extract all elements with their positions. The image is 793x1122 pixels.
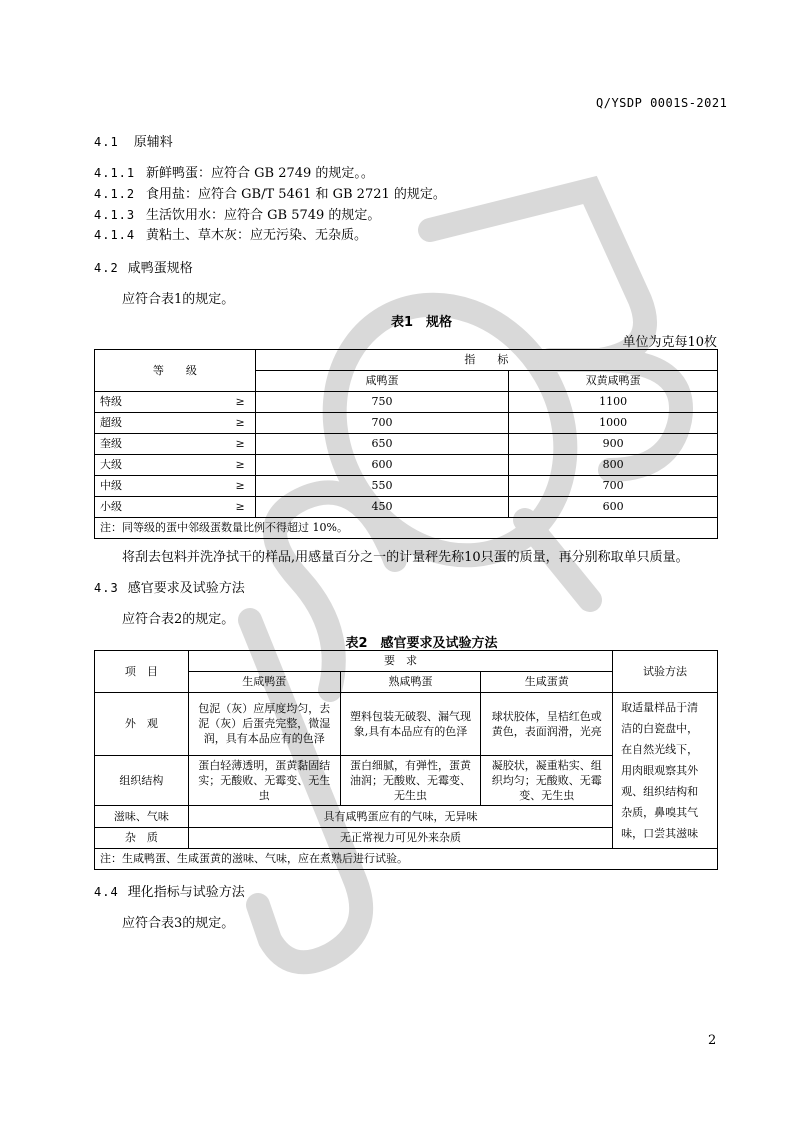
value-cell: 750 — [255, 392, 509, 413]
section-number: 4.2 — [94, 261, 119, 275]
req-cell: 具有咸鸭蛋应有的气味，无异味 — [188, 806, 612, 827]
item-cell: 组织结构 — [95, 755, 189, 806]
value-cell: 550 — [255, 476, 509, 497]
section-4-2-heading — [94, 257, 193, 276]
item-text: 食用盐：应符合 GB/T 5461 和 GB 2721 的规定。 — [146, 187, 446, 202]
header-cell: 生咸鸭蛋 — [188, 672, 340, 693]
paragraph: 应符合表3的规定。 — [122, 916, 235, 931]
list-item — [94, 204, 380, 223]
value-cell: 900 — [509, 434, 718, 455]
req-cell: 塑料包装无破裂、漏气现象,具有本品应有的色泽 — [340, 693, 481, 756]
value-cell: 800 — [509, 455, 718, 476]
item-cell: 外 观 — [95, 693, 189, 756]
grade-cell: 超级 ≥ — [95, 413, 256, 434]
section-title: 咸鸭蛋规格 — [127, 261, 193, 276]
value-cell: 650 — [255, 434, 509, 455]
document-code: Q/YSDP 0001S-2021 — [596, 96, 728, 110]
item-number: 4.1.4 — [94, 228, 136, 242]
value-cell: 600 — [509, 497, 718, 518]
section-number: 4.1 — [94, 135, 119, 149]
item-cell: 滋味、气味 — [95, 806, 189, 827]
table-row — [95, 434, 718, 455]
header-cell: 要 求 — [188, 651, 612, 672]
item-number: 4.1.3 — [94, 208, 136, 222]
req-cell: 蛋白细腻，有弹性，蛋黄油润；无酸败、无霉变、无生虫 — [340, 755, 481, 806]
table1-caption: 表1 规格 — [390, 315, 453, 330]
section-number: 4.3 — [94, 581, 119, 595]
table1 — [94, 349, 718, 539]
grade-cell: 奎级 ≥ — [95, 434, 256, 455]
paragraph: 应符合表1的规定。 — [122, 292, 235, 307]
req-cell: 包泥（灰）应厚度均匀，去泥（灰）后蛋壳完整，微湿润，具有本品应有的色泽 — [188, 693, 340, 756]
req-cell: 球状胶体，呈桔红色或黄色，表面润滑，光亮 — [481, 693, 613, 756]
value-cell: 600 — [255, 455, 509, 476]
section-title: 原辅料 — [133, 135, 173, 150]
table1-note: 注：同等级的蛋中邻级蛋数量比例不得超过 10%。 — [95, 518, 718, 539]
paragraph: 将刮去包料并洗净拭干的样品,用感量百分之一的计量秤先称10只蛋的质量，再分别称取单只质量。 — [122, 550, 689, 565]
table-row — [95, 455, 718, 476]
value-cell: 1000 — [509, 413, 718, 434]
value-cell: 1100 — [509, 392, 718, 413]
list-item — [94, 162, 374, 181]
header-cell: 等 级 — [95, 350, 256, 392]
table-row — [95, 413, 718, 434]
header-cell: 指 标 — [255, 350, 717, 371]
req-cell: 凝胶状，凝重粘实、组织均匀；无酸败、无霉变、无生虫 — [481, 755, 613, 806]
header-cell: 项 目 — [95, 651, 189, 693]
req-cell: 无正常视力可见外来杂质 — [188, 827, 612, 848]
grade-cell: 特级 ≥ — [95, 392, 256, 413]
section-title: 理化指标与试验方法 — [127, 885, 245, 900]
table-row — [95, 392, 718, 413]
table-row — [95, 497, 718, 518]
header-cell: 生咸蛋黄 — [481, 672, 613, 693]
header-cell: 咸鸭蛋 — [255, 371, 509, 392]
item-cell: 杂 质 — [95, 827, 189, 848]
section-4-4-heading — [94, 881, 245, 900]
header-cell: 熟咸鸭蛋 — [340, 672, 481, 693]
table2-caption: 表2 感官要求及试验方法 — [345, 636, 498, 651]
req-cell: 蛋白轻薄透明，蛋黄黏固结实；无酸败、无霉变、无生虫 — [188, 755, 340, 806]
table1-unit: 单位为克每10枚 — [622, 335, 717, 350]
list-item — [94, 224, 367, 243]
list-item — [94, 183, 446, 202]
table-row — [95, 693, 718, 756]
page-number: 2 — [708, 1033, 717, 1048]
value-cell: 450 — [255, 497, 509, 518]
value-cell: 700 — [509, 476, 718, 497]
grade-cell: 小级 ≥ — [95, 497, 256, 518]
header-cell: 试验方法 — [613, 651, 718, 693]
item-text: 新鲜鸭蛋：应符合 GB 2749 的规定。。 — [146, 166, 374, 181]
grade-cell: 中级 ≥ — [95, 476, 256, 497]
section-number: 4.4 — [94, 885, 119, 899]
grade-cell: 大级 ≥ — [95, 455, 256, 476]
paragraph: 应符合表2的规定。 — [122, 612, 235, 627]
method-cell: 取适量样品于清洁的白瓷盘中，在自然光线下，用肉眼观察其外观、组织结构和杂质，鼻嗅其气味，口尝其滋味 — [613, 693, 718, 849]
item-number: 4.1.2 — [94, 187, 136, 201]
header-cell: 双黄咸鸭蛋 — [509, 371, 718, 392]
item-number: 4.1.1 — [94, 166, 136, 180]
section-4-1-heading — [94, 131, 173, 150]
value-cell: 700 — [255, 413, 509, 434]
section-4-3-heading — [94, 577, 245, 596]
table2-note: 注：生咸鸭蛋、生咸蛋黄的滋味、气味，应在煮熟后进行试验。 — [95, 849, 718, 870]
table-row — [95, 476, 718, 497]
table2 — [94, 650, 718, 870]
item-text: 黄粘土、草木灰：应无污染、无杂质。 — [146, 228, 368, 243]
item-text: 生活饮用水：应符合 GB 5749 的规定。 — [146, 208, 381, 223]
section-title: 感官要求及试验方法 — [127, 581, 245, 596]
